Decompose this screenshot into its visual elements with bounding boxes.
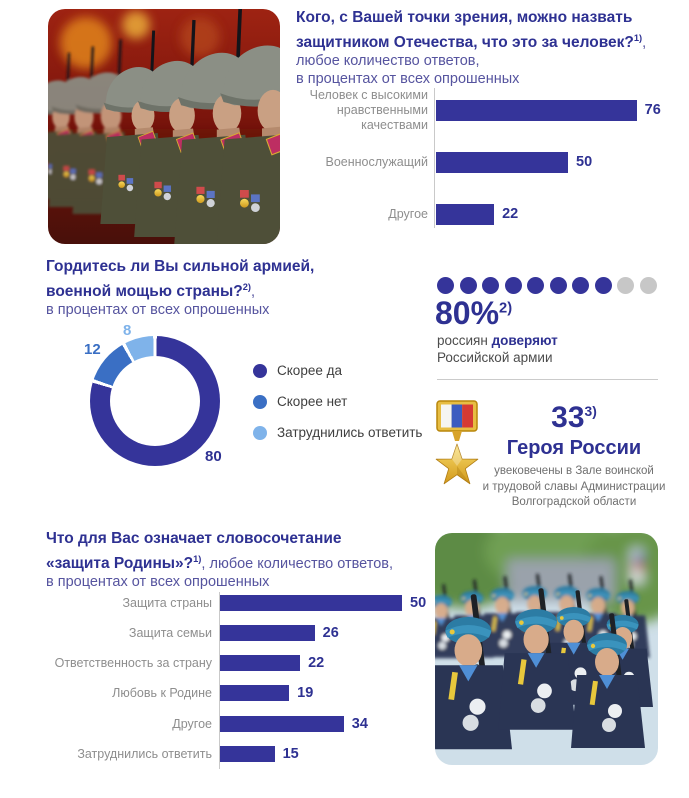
- q2-legend-label: Затруднились ответить: [277, 425, 423, 440]
- q3-bar-row: [45, 588, 445, 618]
- q3-bar: [220, 595, 402, 611]
- q2-legend-item: [253, 363, 422, 378]
- q3-title-line1: Что для Вас означает словосочетание: [46, 530, 342, 547]
- q3-footnote-mark: 1): [193, 554, 202, 564]
- q1-bar-label: Военнослужащий: [325, 154, 428, 169]
- legend-dot-net-icon: [253, 395, 267, 409]
- q1-bar-label: Другое: [388, 206, 428, 221]
- q2-footnote-mark: 2): [242, 282, 251, 292]
- q2-title-line2: военной мощью страны?: [46, 283, 243, 301]
- legend-dot-zatr-icon: [253, 426, 267, 440]
- trust-dot-filled-icon: [527, 277, 544, 294]
- q1-footnote-mark: 1): [633, 33, 643, 43]
- q1-bar-row: [296, 84, 688, 136]
- q3-bar-row: [45, 709, 445, 739]
- trust-dot-filled-icon: [460, 277, 477, 294]
- q2-title-comma: ,: [250, 284, 255, 301]
- trust-dot-filled-icon: [482, 277, 499, 294]
- q2-subtitle: в процентах от всех опрошенных: [46, 302, 270, 319]
- q1-bar-value: 22: [502, 206, 519, 222]
- q1-title: [296, 8, 688, 88]
- q3-subtitle: в процентах от всех опрошенных: [46, 574, 270, 591]
- q2-legend-label: Скорее да: [277, 363, 342, 378]
- q2-legend-item: [253, 394, 422, 409]
- q1-title-line2: защитником Отечества, что это за человек?: [296, 34, 634, 52]
- heroes-block: [478, 396, 670, 511]
- paratroopers-illustration: [435, 533, 658, 765]
- heroes-number-value: 33: [551, 401, 585, 434]
- q1-subtitle-line1: любое количество ответов,: [296, 53, 480, 70]
- q3-bar: [220, 655, 300, 671]
- q2-legend: [253, 363, 422, 456]
- q3-title: [46, 529, 446, 592]
- q3-bar: [220, 685, 289, 701]
- q3-bar: [220, 716, 344, 732]
- q3-bar-label: Затруднились ответить: [77, 746, 212, 761]
- q2-legend-item: [253, 425, 422, 440]
- q3-bar: [220, 625, 315, 641]
- q3-bar-label: Ответственность за страну: [54, 655, 212, 670]
- q3-bar-value: 34: [351, 716, 368, 732]
- q3-bar-value: 15: [282, 746, 299, 762]
- trust-line2: Российской армии: [437, 350, 553, 365]
- photo-honor-guard-soldiers: [48, 9, 280, 244]
- heroes-footnote-mark: 3): [584, 404, 597, 419]
- q1-bar: [436, 152, 568, 173]
- trust-line1-bold: доверяют: [491, 333, 558, 348]
- q3-bar-label: Защита страны: [122, 595, 212, 610]
- q3-bar-value: 19: [297, 685, 314, 701]
- q3-bar: [220, 746, 275, 762]
- honor-guard-illustration: [48, 9, 280, 244]
- trust-dot-filled-icon: [505, 277, 522, 294]
- q3-bar-value: 26: [322, 625, 339, 641]
- photo-paratroopers-parade: [435, 533, 658, 765]
- trust-dot-filled-icon: [550, 277, 567, 294]
- trust-line1-normal: россиян: [437, 333, 488, 348]
- q3-bar-row: [45, 678, 445, 708]
- trust-dot-empty-icon: [640, 277, 657, 294]
- q2-title-line1: Гордитесь ли Вы сильной армией,: [46, 258, 315, 275]
- trust-line1: [437, 333, 558, 348]
- trust-dot-empty-icon: [617, 277, 634, 294]
- q3-bar-label: Другое: [172, 716, 212, 731]
- q3-title-line2: «защита Родины»?: [46, 555, 194, 573]
- heroes-title: Героя России: [506, 437, 642, 459]
- q1-subtitle-line2: в процентах от всех опрошенных: [296, 70, 520, 87]
- q1-bar-row: [296, 136, 688, 188]
- heroes-desc-line3: Волгоградской области: [511, 496, 637, 508]
- q3-bar-label: Любовь к Родине: [112, 685, 212, 700]
- trust-dot-filled-icon: [437, 277, 454, 294]
- trust-dot-filled-icon: [595, 277, 612, 294]
- q1-bar-label: Человек с высокими нравственными качествами: [309, 87, 428, 132]
- q2-legend-label: Скорее нет: [277, 394, 348, 409]
- q1-bar-value: 50: [576, 154, 593, 170]
- trust-dot-filled-icon: [572, 277, 589, 294]
- hero-of-russia-medal-icon: [432, 400, 482, 503]
- q3-bar-row: [45, 648, 445, 678]
- q1-bar: [436, 204, 494, 225]
- q3-bar-value: 50: [410, 595, 427, 611]
- heroes-desc-line1: увековечены в Зале воинской: [494, 465, 654, 477]
- section-divider: [437, 379, 658, 380]
- q3-bar-label: Защита семьи: [128, 625, 212, 640]
- heroes-desc-line2: и трудовой славы Администрации: [482, 480, 666, 493]
- q2-donut-value-net: 12: [84, 341, 101, 358]
- legend-dot-da-icon: [253, 364, 267, 378]
- q3-title-after: , любое количество ответов,: [201, 556, 394, 573]
- q3-bar-row: [45, 618, 445, 648]
- q1-title-comma: ,: [642, 35, 647, 52]
- trust-percent: [435, 295, 512, 332]
- q1-title-line1: Кого, с Вашей точки зрения, можно назвать: [296, 9, 633, 26]
- q1-bar-row: [296, 188, 688, 240]
- q1-bar: [436, 100, 637, 121]
- q2-donut-value-da: 80: [205, 448, 222, 465]
- trust-percent-value: 80%: [435, 295, 500, 331]
- q1-bar-value: 76: [644, 102, 661, 118]
- heroes-number: [478, 396, 670, 434]
- q2-title: [46, 257, 376, 320]
- heroes-description: [478, 464, 670, 511]
- trust-dots-indicator: [437, 277, 657, 294]
- q3-bar-value: 22: [308, 655, 325, 671]
- q3-bar-row: [45, 739, 445, 769]
- q2-donut-hole: [110, 356, 200, 446]
- q2-donut-value-zatr: 8: [123, 322, 132, 339]
- trust-footnote-mark: 2): [499, 300, 513, 317]
